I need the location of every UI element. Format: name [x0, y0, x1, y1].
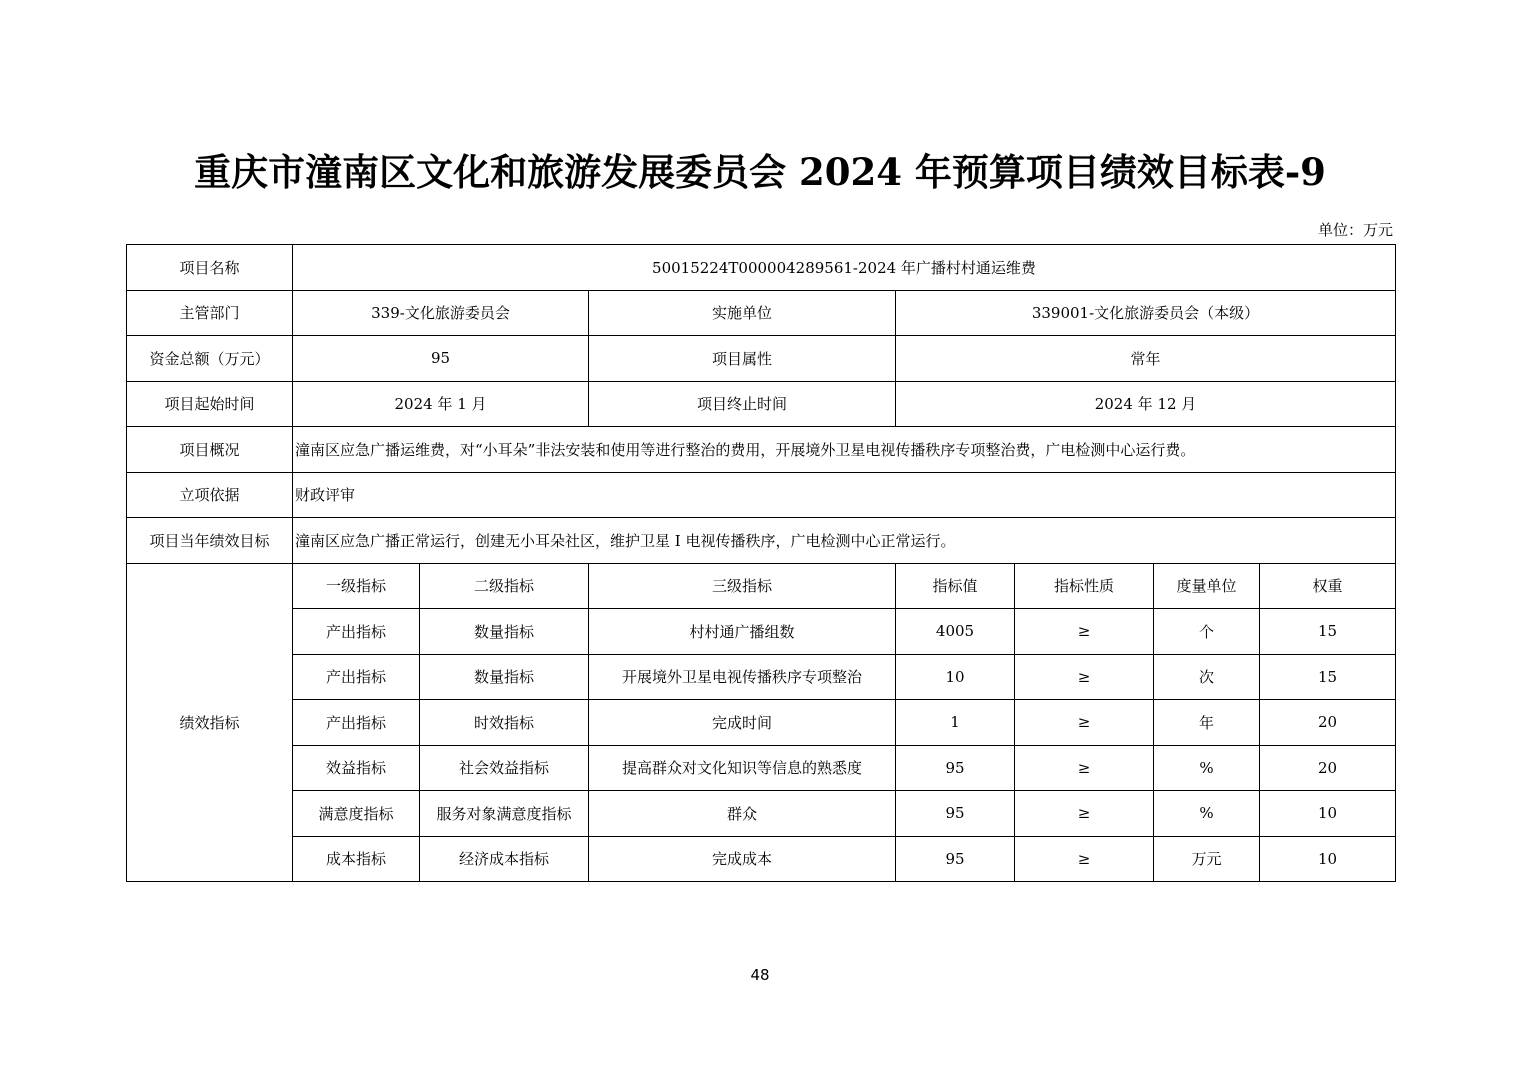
- nature-cell: ≥: [1015, 609, 1154, 655]
- nature-cell: ≥: [1015, 791, 1154, 837]
- value-cell: 95: [896, 836, 1015, 882]
- level1-cell: 产出指标: [293, 609, 420, 655]
- department-value: 339-文化旅游委员会: [293, 290, 589, 336]
- indicators-label: 绩效指标: [127, 563, 293, 882]
- table-row: [127, 745, 1396, 791]
- project-name-value: 50015224T000004289561-2024 年广播村村通运维费: [293, 245, 1396, 291]
- row-basis: [127, 472, 1396, 518]
- weight-cell: 15: [1260, 609, 1396, 655]
- funding-label: 资金总额（万元）: [127, 336, 293, 382]
- value-cell: 4005: [896, 609, 1015, 655]
- funding-value: 95: [293, 336, 589, 382]
- level3-cell: 完成成本: [589, 836, 896, 882]
- table-row: [127, 700, 1396, 746]
- project-name-label: 项目名称: [127, 245, 293, 291]
- basis-label: 立项依据: [127, 472, 293, 518]
- impl-unit-label: 实施单位: [589, 290, 896, 336]
- impl-unit-value: 339001-文化旅游委员会（本级）: [896, 290, 1396, 336]
- level2-cell: 服务对象满意度指标: [420, 791, 589, 837]
- unit-cell: 个: [1154, 609, 1260, 655]
- header-weight: 权重: [1260, 563, 1396, 609]
- level2-cell: 数量指标: [420, 654, 589, 700]
- nature-cell: ≥: [1015, 745, 1154, 791]
- level3-cell: 开展境外卫星电视传播秩序专项整治: [589, 654, 896, 700]
- header-unit: 度量单位: [1154, 563, 1260, 609]
- row-funding: [127, 336, 1396, 382]
- header-level1: 一级指标: [293, 563, 420, 609]
- level2-cell: 社会效益指标: [420, 745, 589, 791]
- level3-cell: 村村通广播组数: [589, 609, 896, 655]
- level1-cell: 产出指标: [293, 654, 420, 700]
- header-value: 指标值: [896, 563, 1015, 609]
- project-attr-label: 项目属性: [589, 336, 896, 382]
- basis-value: 财政评审: [293, 472, 1396, 518]
- level2-cell: 经济成本指标: [420, 836, 589, 882]
- nature-cell: ≥: [1015, 654, 1154, 700]
- goal-label: 项目当年绩效目标: [127, 518, 293, 564]
- end-time-value: 2024 年 12 月: [896, 381, 1396, 427]
- weight-cell: 10: [1260, 791, 1396, 837]
- value-cell: 1: [896, 700, 1015, 746]
- level1-cell: 满意度指标: [293, 791, 420, 837]
- weight-cell: 20: [1260, 745, 1396, 791]
- table-row: [127, 836, 1396, 882]
- weight-cell: 20: [1260, 700, 1396, 746]
- level1-cell: 成本指标: [293, 836, 420, 882]
- weight-cell: 15: [1260, 654, 1396, 700]
- row-period: [127, 381, 1396, 427]
- header-nature: 指标性质: [1015, 563, 1154, 609]
- start-time-value: 2024 年 1 月: [293, 381, 589, 427]
- level2-cell: 数量指标: [420, 609, 589, 655]
- row-project-name: [127, 245, 1396, 291]
- level3-cell: 完成时间: [589, 700, 896, 746]
- overview-label: 项目概况: [127, 427, 293, 473]
- value-cell: 10: [896, 654, 1015, 700]
- page-title: 重庆市潼南区文化和旅游发展委员会 2024 年预算项目绩效目标表-9: [194, 150, 1326, 194]
- value-cell: 95: [896, 745, 1015, 791]
- unit-cell: 年: [1154, 700, 1260, 746]
- level1-cell: 效益指标: [293, 745, 420, 791]
- table-row: [127, 654, 1396, 700]
- unit-cell: %: [1154, 745, 1260, 791]
- page-number: 48: [750, 966, 770, 984]
- end-time-label: 项目终止时间: [589, 381, 896, 427]
- table-row: [127, 609, 1396, 655]
- goal-value: 潼南区应急广播正常运行，创建无小耳朵社区，维护卫星 I 电视传播秩序，广电检测中心正常运行。: [293, 518, 1396, 564]
- project-attr-value: 常年: [896, 336, 1396, 382]
- indicator-header-row: [127, 563, 1396, 609]
- department-label: 主管部门: [127, 290, 293, 336]
- unit-cell: %: [1154, 791, 1260, 837]
- table-row: [127, 791, 1396, 837]
- unit-cell: 次: [1154, 654, 1260, 700]
- row-goal: [127, 518, 1396, 564]
- start-time-label: 项目起始时间: [127, 381, 293, 427]
- row-department: [127, 290, 1396, 336]
- level1-cell: 产出指标: [293, 700, 420, 746]
- weight-cell: 10: [1260, 836, 1396, 882]
- unit-cell: 万元: [1154, 836, 1260, 882]
- nature-cell: ≥: [1015, 836, 1154, 882]
- value-cell: 95: [896, 791, 1015, 837]
- row-overview: [127, 427, 1396, 473]
- performance-table: [126, 244, 1396, 882]
- level2-cell: 时效指标: [420, 700, 589, 746]
- header-level3: 三级指标: [589, 563, 896, 609]
- unit-label: 单位：万元: [1317, 221, 1393, 239]
- header-level2: 二级指标: [420, 563, 589, 609]
- level3-cell: 群众: [589, 791, 896, 837]
- overview-value: 潼南区应急广播运维费，对“小耳朵”非法安装和使用等进行整治的费用，开展境外卫星电视传播秩序专项整治费，广电检测中心运行费。: [293, 427, 1396, 473]
- nature-cell: ≥: [1015, 700, 1154, 746]
- level3-cell: 提高群众对文化知识等信息的熟悉度: [589, 745, 896, 791]
